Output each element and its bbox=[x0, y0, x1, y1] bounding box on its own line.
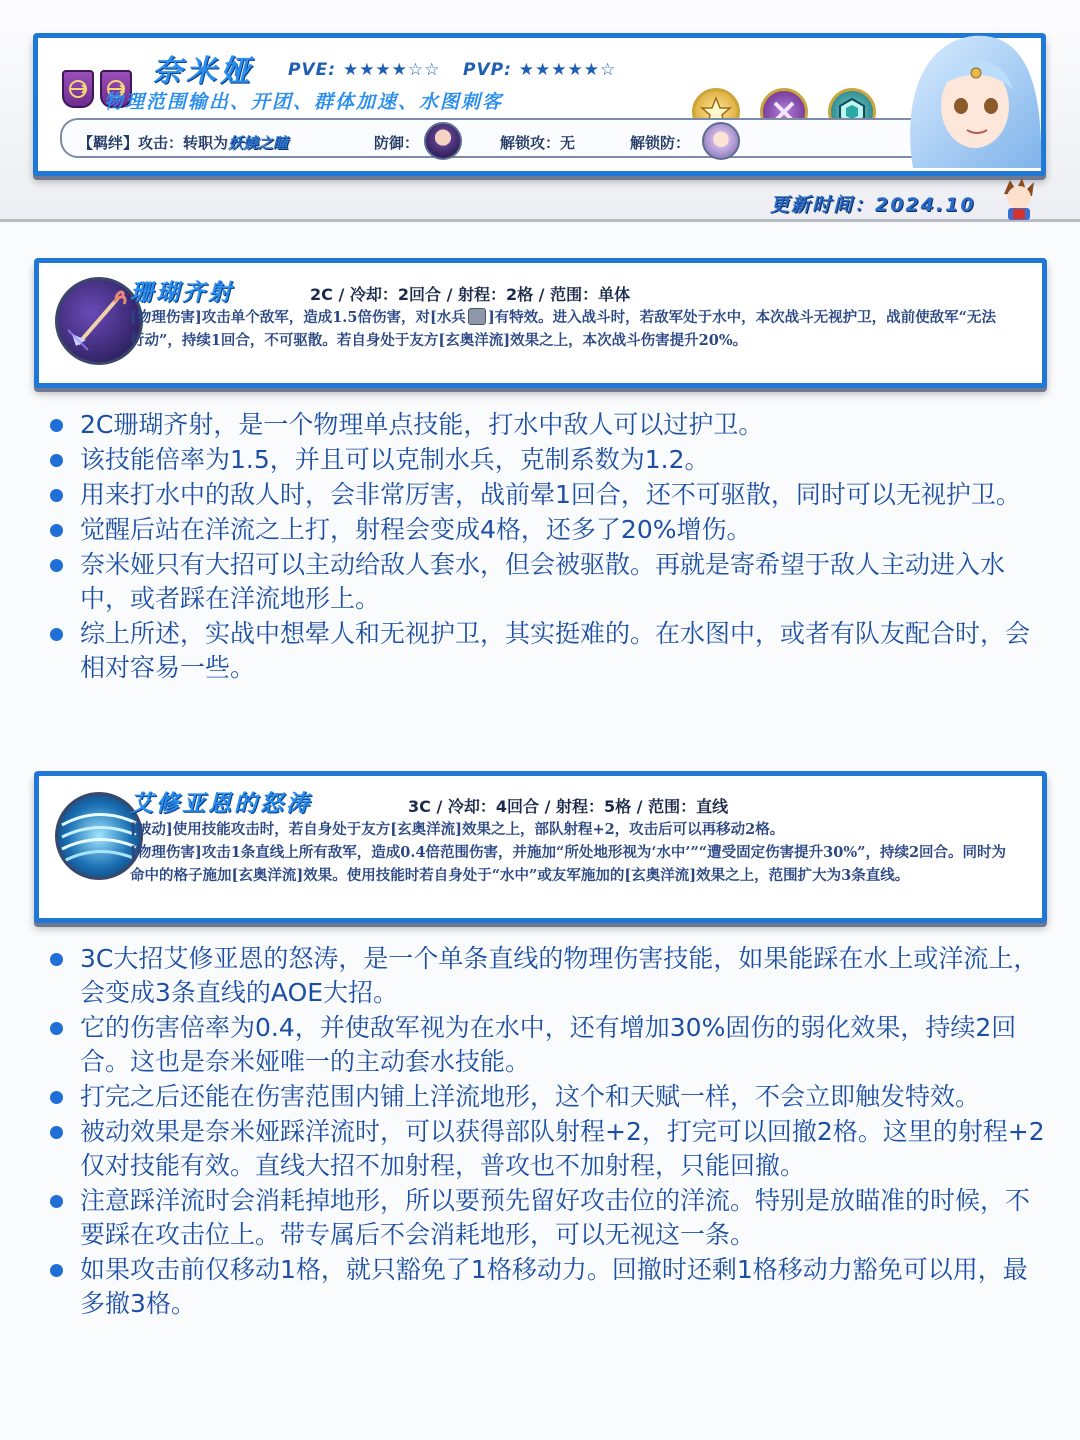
skill-2-desc-passive: [被动]使用技能攻击时，若自身处于友方[玄奥洋流]效果之上，部队射程+2，攻击后可以再移动2格。 bbox=[130, 821, 785, 838]
list-item: 2C珊瑚齐射，是一个物理单点技能，打水中敌人可以过护卫。 bbox=[46, 408, 1046, 442]
bond-unlock-defense-label: 解锁防： bbox=[630, 134, 691, 152]
unlock-defense-avatar bbox=[702, 122, 740, 160]
bond-class-name: 妖嬈之瞳 bbox=[228, 134, 289, 152]
bond-unlock-attack: 解锁攻：无 bbox=[500, 134, 576, 152]
bond-attack bbox=[78, 132, 288, 153]
skill-1-notes bbox=[46, 408, 1046, 686]
hero-portrait-art bbox=[893, 18, 1043, 168]
hero-portrait bbox=[893, 18, 1043, 168]
list-item: 3C大招艾修亚恩的怒涛，是一个单条直线的物理伤害技能，如果能踩在水上或洋流上，会变成3条直线的AOE大招。 bbox=[46, 942, 1046, 1010]
skill-1-name: 珊瑚齐射 bbox=[130, 280, 234, 306]
list-item: 注意踩洋流时会消耗掉地形，所以要预先留好攻击位的洋流。特别是放瞄准的时候，不要踩在攻击位上。带专属后不会消耗地形，可以无视这一条。 bbox=[46, 1184, 1046, 1252]
list-item: 用来打水中的敌人时，会非常厉害，战前晕1回合，还不可驱散，同时可以无视护卫。 bbox=[46, 478, 1046, 512]
chibi-mascot-art bbox=[998, 176, 1040, 220]
pvp-label: PVP: bbox=[463, 60, 512, 80]
skill-2-description bbox=[130, 818, 1010, 887]
bond-prefix: 【羁绊】攻击：转职为 bbox=[78, 134, 229, 152]
list-item: 奈米娅只有大招可以主动给敌人套水，但会被驱散。再就是寄希望于敌人主动进入水中，或者踩在洋流地形上。 bbox=[46, 548, 1046, 616]
skill-2-name: 艾修亚恩的怒涛 bbox=[130, 791, 312, 817]
tidal-wave-art bbox=[58, 795, 140, 877]
list-item: 该技能倍率为1.5，并且可以克制水兵，克制系数为1.2。 bbox=[46, 443, 1046, 477]
chibi-mascot bbox=[998, 176, 1040, 220]
update-time: 更新时间：2024.10 bbox=[770, 194, 976, 216]
skill-2-notes bbox=[46, 942, 1046, 1322]
coral-spear-art bbox=[58, 280, 140, 362]
skill-1-description bbox=[130, 306, 1010, 352]
skill-1-desc-part-2: ]有特效。进入战斗时，若敌军处于水中，本次战斗无视护卫，战前使敌军“无法行动”，持续1回合，不可驱散。若自身处于友方[玄奥洋流]效果之上，本次战斗伤害提升20%。 bbox=[130, 309, 997, 349]
pve-label: PVE: bbox=[288, 60, 337, 80]
skill-1-desc-part-1: [物理伤害]攻击单个敌军，造成1.5倍伤害，对[水兵 bbox=[130, 309, 466, 326]
bond-defense-label: 防御： bbox=[374, 134, 420, 152]
hero-name: 奈米娅 bbox=[152, 54, 254, 89]
bow-icon bbox=[67, 78, 89, 100]
list-item: 打完之后还能在伤害范围内铺上洋流地形，这个和天赋一样，不会立即触发特效。 bbox=[46, 1080, 1046, 1114]
pvp-stars: ★★★★★☆ bbox=[518, 60, 617, 80]
pvp-rating bbox=[463, 60, 616, 80]
list-item: 如果攻击前仅移动1格，就只豁免了1格移动力。回撤时还剩1格移动力豁免可以用，最多撤3格。 bbox=[46, 1253, 1046, 1321]
pve-stars: ★★★★☆☆ bbox=[342, 60, 441, 80]
skill-1-meta: 2C / 冷却：2回合 / 射程：2格 / 范围：单体 bbox=[310, 285, 631, 304]
hero-tagline: 物理范围输出、开团、群体加速、水图刺客 bbox=[104, 91, 504, 113]
skill-2-meta: 3C / 冷却：4回合 / 射程：5格 / 范围：直线 bbox=[408, 797, 729, 816]
bow-class-badge bbox=[62, 70, 94, 108]
list-item: 综上所述，实战中想晕人和无视护卫，其实挺难的。在水图中，或者有队友配合时，会相对容易一些。 bbox=[46, 617, 1046, 685]
list-item: 被动效果是奈米娅踩洋流时，可以获得部队射程+2，打完可以回撤2格。这里的射程+2仅对技能有效。直线大招不加射程，普攻也不加射程，只能回撤。 bbox=[46, 1115, 1046, 1183]
defense-bond-avatar bbox=[424, 122, 462, 160]
skill-2-desc-active: [物理伤害]攻击1条直线上所有敌军，造成0.4倍范围伤害，并施加“所处地形视为‘水中’”“遭受固定伤害提升30%”，持续2回合。同时为命中的格子施加[玄奥洋流]效果。使用技能时若自身处于“水中”或友军施加的[玄奥洋流]效果之上，范围扩大为3条直线。 bbox=[130, 844, 1007, 884]
pve-rating bbox=[288, 60, 440, 80]
water-soldier-icon bbox=[468, 308, 486, 325]
list-item: 它的伤害倍率为0.4，并使敌军视为在水中，还有增加30%固伤的弱化效果，持续2回合。这也是奈米娅唯一的主动套水技能。 bbox=[46, 1011, 1046, 1079]
list-item: 觉醒后站在洋流之上打，射程会变成4格，还多了20%增伤。 bbox=[46, 513, 1046, 547]
